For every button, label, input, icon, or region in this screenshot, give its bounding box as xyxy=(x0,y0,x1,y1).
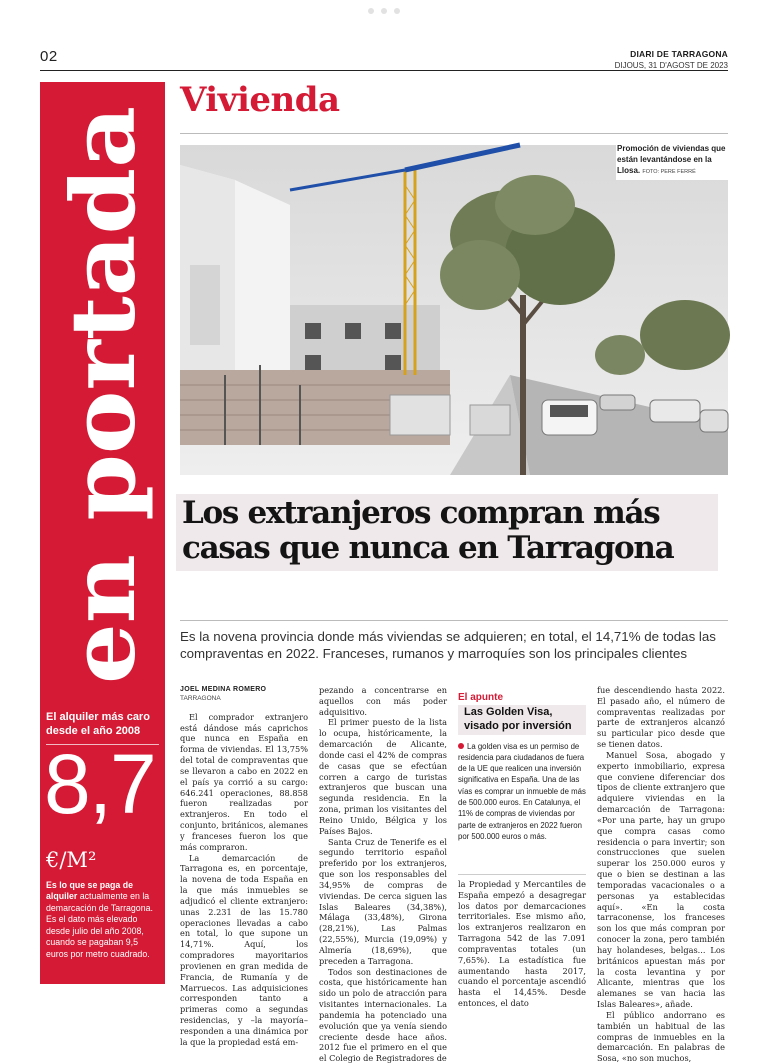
article-column-3 xyxy=(458,879,586,1009)
photo-caption-text: Promoción de viviendas que están levantándose en la Llosa. xyxy=(617,144,726,175)
paragraph: La demarcación de Tarragona es, en porcentaje, la novena de toda España en la que más inmuebles se adjudicó el cliente extranjero: unas 2.231 de las 15.780 operaciones llevadas a cabo en total, lo que supone un 14,71%. Aquí, los compradores mayoritarios provienen en gran medida de Francia, de Rumanía y de Marruecos. Las adquisiciones corresponden tanto a primeras como a segundas residencias, y –la mayoría– responden a una dinámica por la que la propiedad está em- xyxy=(180,852,308,1047)
inset-box xyxy=(458,692,586,842)
sidebar-text-rest: actualmente en la demarcación de Tarragona. Es el dato más elevado desde julio del año 2008, cuando se pagaban 9,5 euros por metro cuadrado. xyxy=(46,891,153,959)
photo-caption xyxy=(616,144,728,180)
inset-divider xyxy=(458,874,586,875)
publication-name: DIARI DE TARRAGONA xyxy=(630,49,728,59)
paragraph: El comprador extranjero está dándose más caprichos que nunca en España en forma de viviendas. El 13,75% del total de compraventas que se llevaron a cabo en 2022 en el país ya corrió a su cargo: 646.241 operaciones, 88.858 fueron realizadas por extranjeros. En todo el conjunto, británicos, alemanes y franceses fueron los que más compraron. xyxy=(180,711,308,852)
bullet-dot-icon xyxy=(458,743,464,749)
paragraph: Todos son destinaciones de costa, que históricamente han sido un polo de atracción para visitantes internacionales. La pandemia ha potenciado una evolución que ya venía siendo creciente desde hace años. 2012 fue el primero en el que el Colegio de Registradores de xyxy=(319,966,447,1064)
paragraph: la Propiedad y Mercantiles de España empezó a desagregar los datos por demarcaciones territoriales. Ese mismo año, los extranjeros realizaron en Tarragona 542 de las 7.091 compraventas totales (un 7,65%). La estadística fue aumentando hasta 2017, cuando el porcentaje ascendió hasta el 14,45%. Desde entonces, el dato xyxy=(458,879,586,1009)
article-column-4 xyxy=(597,685,725,1064)
paragraph: pezando a concentrarse en aquellos con más poder adquisitivo. xyxy=(319,685,447,717)
section-divider xyxy=(180,133,728,134)
photo-credit: FOTO: PERE FERRÉ xyxy=(642,168,696,175)
paragraph: El público andorrano es también un habitual de las compras de inmuebles en la demarcación. En palabras de Sosa, «no son muchos, xyxy=(597,1009,725,1064)
inset-body xyxy=(458,741,586,843)
standfirst: Es la novena provincia donde más viviendas se adquieren; en total, el 14,71% de todas las compraventas en 2022. Franceses, rumanos y marroquíes son los principales clientes xyxy=(180,629,716,662)
section-banner-text: en portada xyxy=(51,150,155,684)
deck-divider xyxy=(180,620,728,621)
section-heading: Vivienda xyxy=(180,80,340,120)
drag-handle-dots[interactable] xyxy=(368,6,400,16)
inset-title: Las Golden Visa, visado por inversión xyxy=(458,705,586,735)
sidebar-big-number: 8,7 xyxy=(44,737,155,831)
inset-kicker: El apunte xyxy=(458,692,504,703)
sidebar-unit: €/M² xyxy=(46,848,97,872)
sidebar-text xyxy=(46,880,160,960)
top-divider xyxy=(40,70,728,71)
publication-date: DIJOUS, 31 D'AGOST DE 2023 xyxy=(614,61,728,70)
paragraph: Manuel Sosa, abogado y experto inmobiliario, expresa que conviene diferenciar dos tipos de cliente extranjero que adquiere viviendas en la demarcación de Tarragona: «Por una parte, hay un grupo que compra casas como residencia o para invertir; son construcciones que suelen superar los 250.000 euros y que o bien se destinan a las temporadas vacacionales o a personas ya establecidas aquí». «En la costa tarraconense, los franceses son los que más compran por conocer la zona, pero también hay holandeses, belgas... Los británicos apuestan más por la costa levantina y por Alicante, mientras que los alemanes se van hacia las Islas Baleares», añade. xyxy=(597,749,725,1010)
headline xyxy=(176,494,718,571)
byline: JOEL MEDINA ROMERO xyxy=(180,686,267,693)
article-column-2 xyxy=(319,685,447,1064)
paragraph: fue descendiendo hasta 2022. El pasado año, el número de compraventas realizadas por parte de extranjeros alcanzó su particular pico desde que se tienen datos. xyxy=(597,685,725,750)
masthead xyxy=(615,49,728,70)
section-banner xyxy=(51,94,155,694)
headline-line-1: Los extranjeros compran más xyxy=(182,495,660,531)
paragraph: El primer puesto de la lista lo ocupa, históricamente, la demarcación de Alicante, donde casi el 42% de compras de casas que se efectúan corren a cargo de turistas extranjeros que buscan una segunda residencia. En la zona, priman los visitantes del Reino Unido, Bélgica y los Países Bajos. xyxy=(319,717,447,836)
byline-place: TARRAGONA xyxy=(180,695,221,703)
side-band xyxy=(40,82,165,984)
construction-photo-illustration xyxy=(180,145,728,475)
article-photo xyxy=(180,145,728,475)
paragraph: Santa Cruz de Tenerife es el segundo territorio español preferido por los extranjeros, que son los responsables del 34,95% de compras de viviendas. De cerca siguen las Islas Baleares (34,38%), Málaga (33,48%), Girona (28,21%), Las Palmas (22,55%), Murcia (19,09%) y Almería (18,69%), que preceden a Tarragona. xyxy=(319,836,447,966)
headline-line-2: casas que nunca en Tarragona xyxy=(182,529,674,566)
section-banner-svg xyxy=(51,94,155,694)
page-number: 02 xyxy=(40,48,58,65)
inset-body-text: La golden visa es un permiso de residencia para ciudadanos de fuera de la UE que realicen una inversión significativa en España. Una de las vías es comprar un inmueble de más de 500.000 euros. En Catalunya, el 11% de compras de viviendas por parte de extranjeros en 2022 fueron por 500.000 euros o más. xyxy=(458,741,586,841)
sidebar-subtitle: El alquiler más caro desde el año 2008 xyxy=(46,711,150,738)
article-column-1 xyxy=(180,685,308,1047)
sidebar-text-bold: Es lo que se paga de alquiler xyxy=(46,880,134,902)
